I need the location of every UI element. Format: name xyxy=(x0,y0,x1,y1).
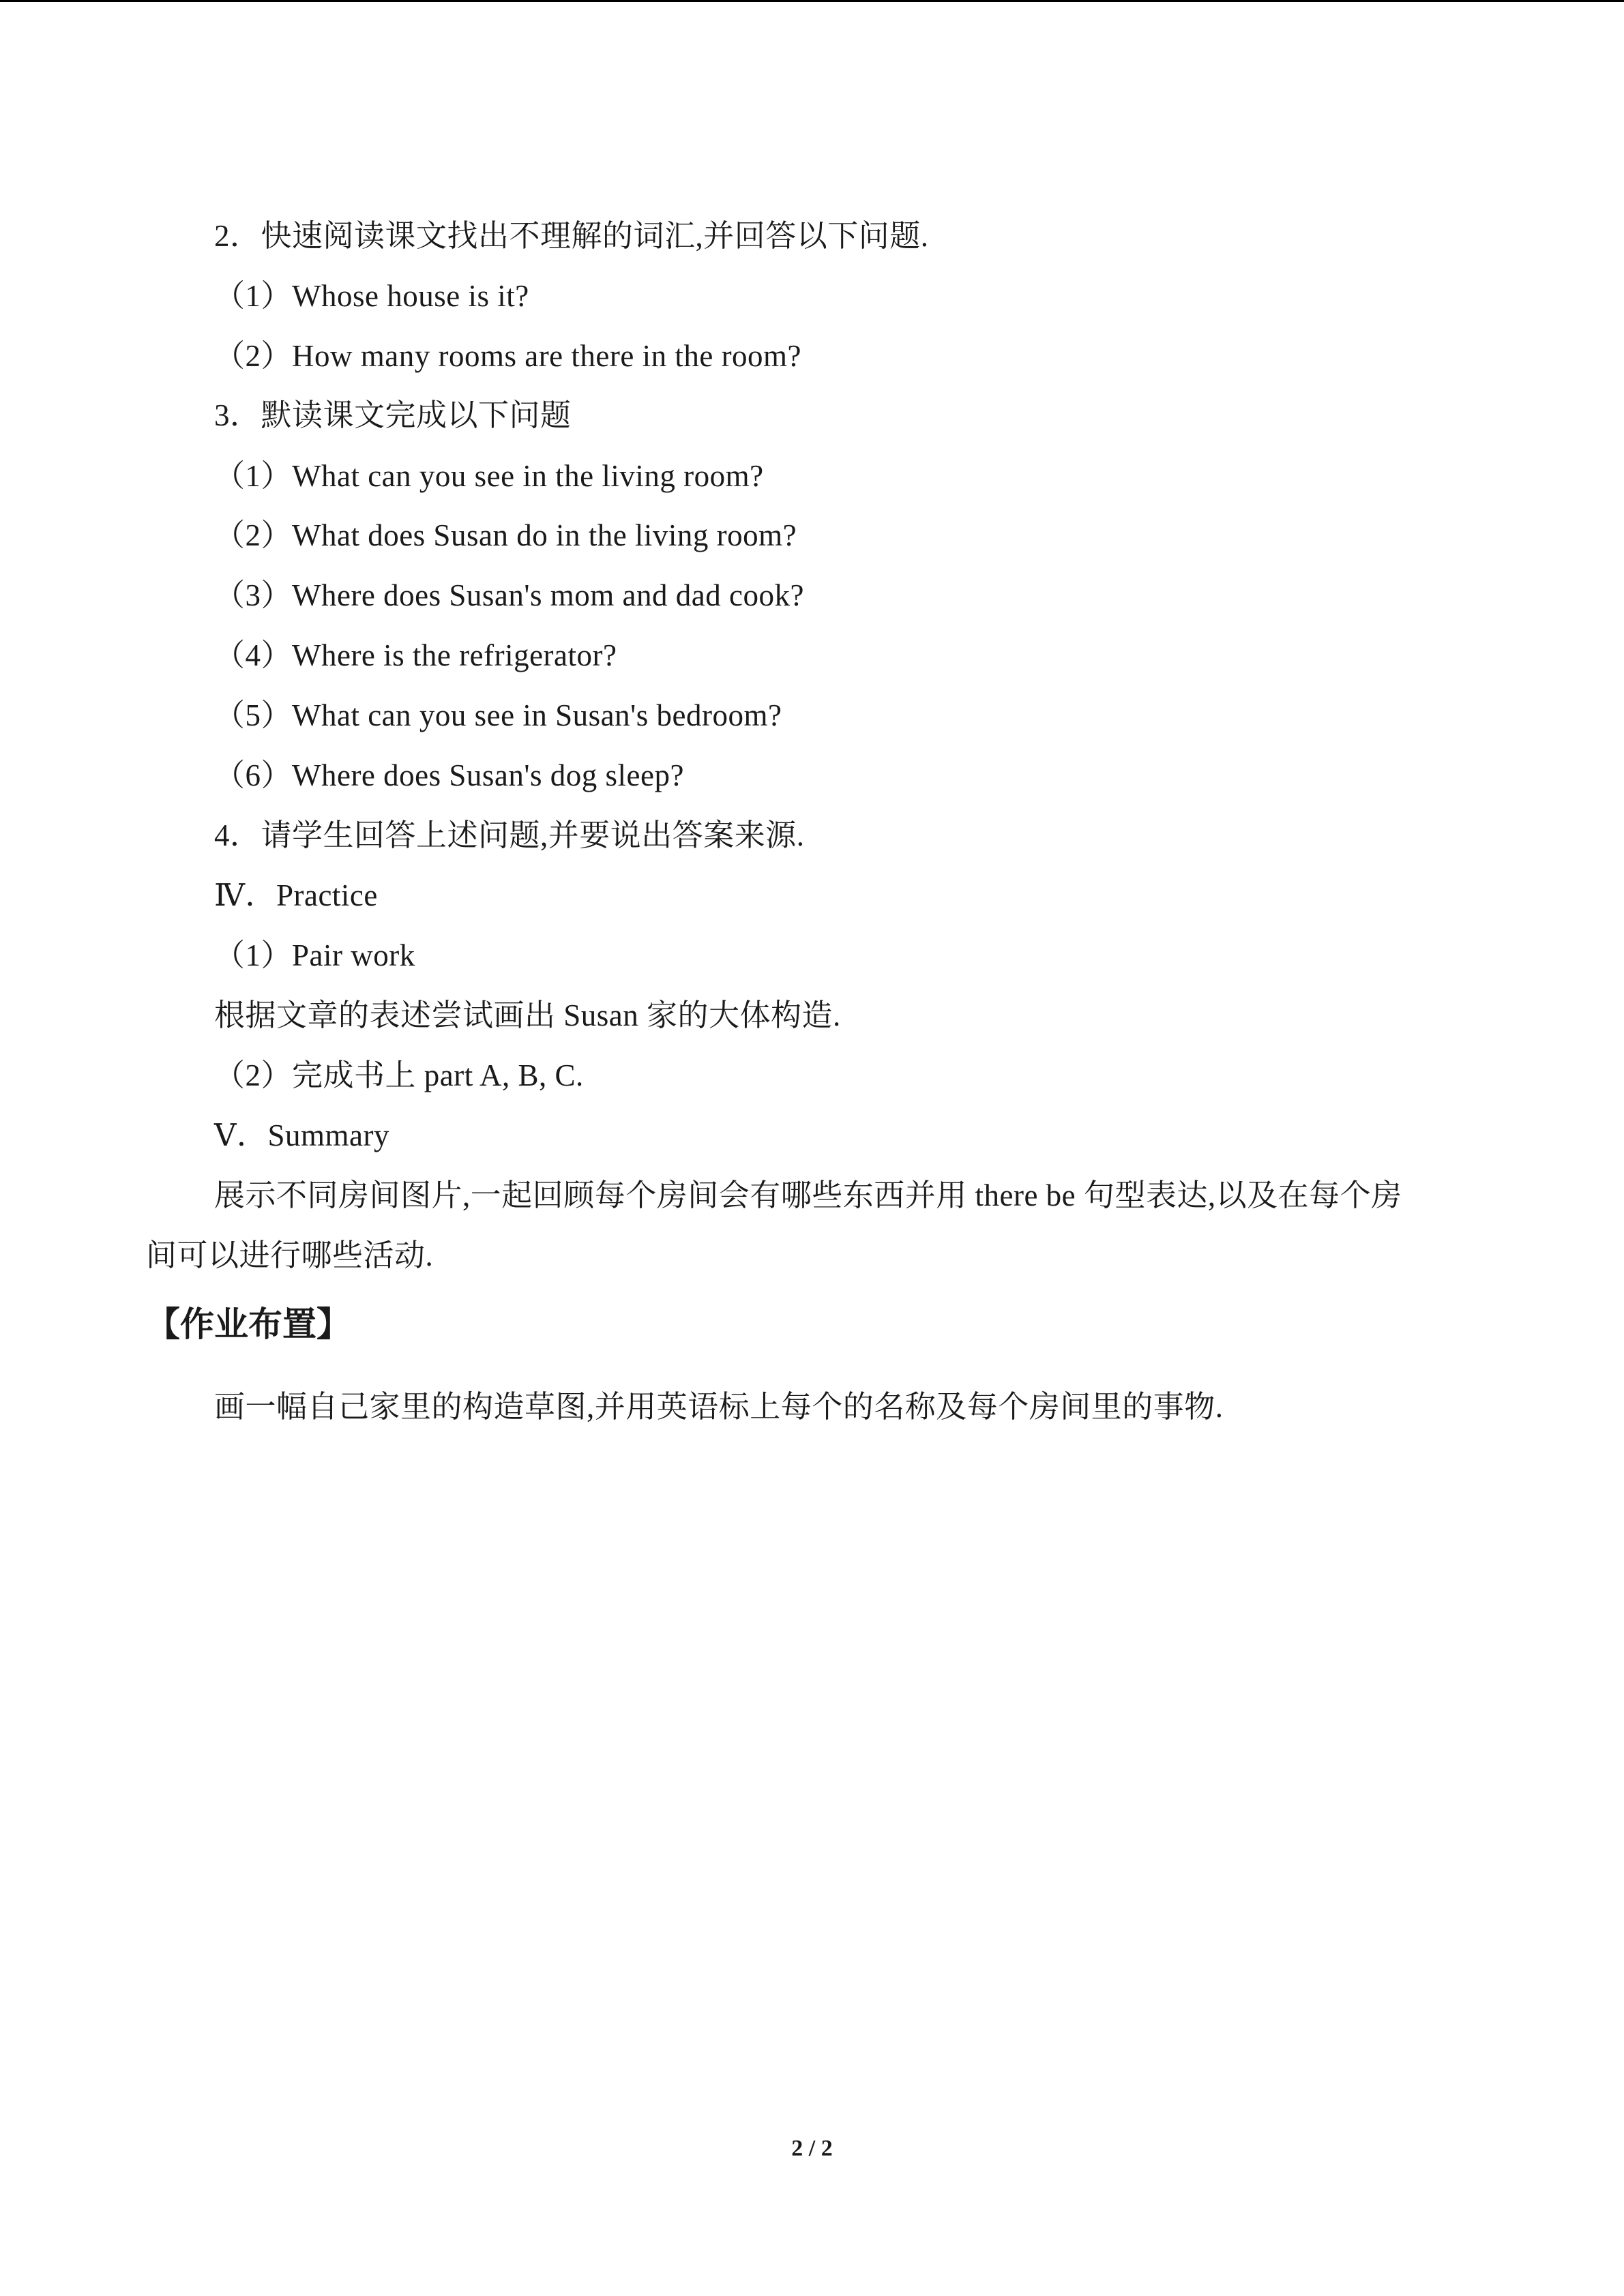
question-living-room-do: （2）What does Susan do in the living room? xyxy=(214,518,797,552)
practice-pair-work: （1）Pair work xyxy=(214,938,415,972)
section-summary-title: Ⅴ．Summary xyxy=(214,1118,389,1152)
page-top-border xyxy=(0,0,1624,2)
homework-heading: 【作业布置】 xyxy=(146,1304,351,1344)
question-living-room-see: （1）What can you see in the living room? xyxy=(214,459,764,493)
practice-book-parts: （2）完成书上 part A, B, C. xyxy=(214,1058,584,1092)
step-4-instruction: 4．请学生回答上述问题,并要说出答案来源. xyxy=(214,818,805,852)
practice-draw-instruction: 根据文章的表述尝试画出 Susan 家的大体构造. xyxy=(214,998,841,1032)
question-cook-where: （3）Where does Susan's mom and dad cook? xyxy=(214,578,804,612)
page-number: 2 / 2 xyxy=(791,2136,833,2161)
question-how-many-rooms: （2）How many rooms are there in the room? xyxy=(214,339,802,373)
question-whose-house: （1）Whose house is it? xyxy=(214,279,529,313)
question-bedroom-see: （5）What can you see in Susan's bedroom? xyxy=(214,698,782,732)
question-dog-sleep: （6）Where does Susan's dog sleep? xyxy=(214,758,684,792)
step-2-instruction: 2．快速阅读课文找出不理解的词汇,并回答以下问题. xyxy=(214,219,929,253)
step-3-instruction: 3．默读课文完成以下问题 xyxy=(214,398,572,432)
section-practice-title: Ⅳ．Practice xyxy=(214,878,378,912)
summary-paragraph-line-1: 展示不同房间图片,一起回顾每个房间会有哪些东西并用 there be 句型表达,以及在每个房 xyxy=(214,1178,1402,1212)
homework-text: 画一幅自己家里的构造草图,并用英语标上每个的名称及每个房间里的事物. xyxy=(214,1390,1224,1424)
summary-paragraph-line-2: 间可以进行哪些活动. xyxy=(146,1238,434,1272)
question-refrigerator: （4）Where is the refrigerator? xyxy=(214,638,617,672)
